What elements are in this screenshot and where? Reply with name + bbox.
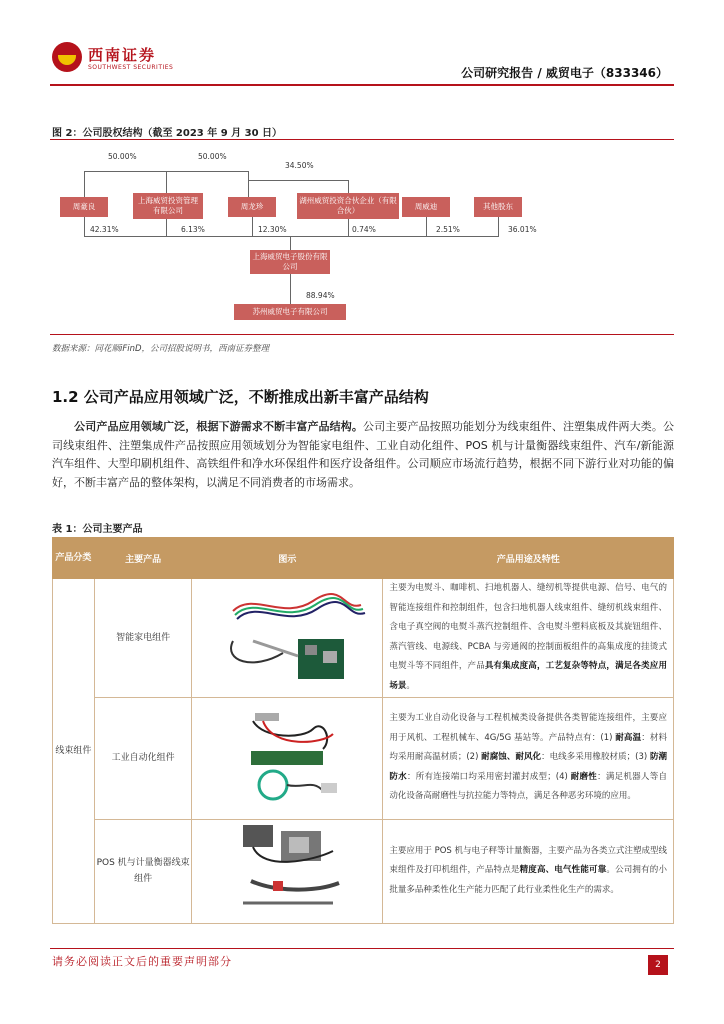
top-pct: 34.50%	[285, 161, 314, 170]
header-desc: 产品用途及特性	[383, 538, 674, 579]
section-title: 1.2 公司产品应用领域广泛，不断推成出新丰富产品结构	[52, 388, 429, 406]
table-row	[53, 697, 674, 819]
product-desc	[383, 819, 674, 923]
stake-pct: 2.51%	[436, 225, 460, 234]
connector-line	[248, 180, 348, 181]
desc-text: 主要应用于 POS 机与电子秤等计量衡器，主要产品为各类立式注塑成型线束组件及打印机组件，产品特点是	[389, 845, 668, 876]
header-product: 主要产品	[94, 538, 192, 579]
header-image: 图示	[192, 538, 383, 579]
desc-text: 。	[406, 680, 415, 691]
stake-pct: 12.30%	[258, 225, 287, 234]
desc-bold: 耐高温	[615, 732, 642, 743]
owner-box: 其他股东	[474, 197, 522, 217]
connector-line	[84, 217, 85, 236]
products-table	[52, 537, 674, 924]
logo-subtext: SOUTHWEST SECURITIES	[88, 64, 174, 71]
footer-divider	[50, 948, 674, 949]
desc-bold: 具有集成度高，工艺复杂等特点，满足各类应用场景	[389, 661, 667, 691]
connector-line	[426, 217, 427, 236]
header-divider	[50, 84, 674, 86]
figure-top-rule	[50, 139, 674, 140]
stake-pct: 6.13%	[181, 225, 205, 234]
figure-title: 图 2：公司股权结构（截至 2023 年 9 月 30 日）	[52, 128, 283, 139]
connector-line	[84, 171, 85, 197]
subsidiary-pct: 88.94%	[306, 291, 335, 300]
product-name: 智能家电组件	[94, 579, 192, 698]
connector-line	[166, 219, 167, 236]
footer-disclaimer: 请务必阅读正文后的重要声明部分	[52, 955, 232, 968]
product-image-cell	[192, 579, 383, 698]
top-pct: 50.00%	[108, 152, 137, 161]
desc-text: 。公司拥有的小批量多品种柔性化生产能力匹配了此行业柔性化生产的需求。	[389, 865, 667, 895]
table-title: 表 1：公司主要产品	[52, 524, 143, 535]
desc-text: ：满足机器人等自动化设备高耐磨性与抗拉能力等特点，满足各种恶劣环境的应用。	[389, 771, 667, 802]
connector-line	[248, 171, 249, 197]
category-cell: 线束组件	[53, 579, 95, 924]
stake-pct: 36.01%	[508, 225, 537, 234]
wire-harness-image	[193, 581, 381, 691]
header-category: 产品分类	[53, 538, 95, 579]
desc-bold: 耐腐蚀、耐风化	[481, 752, 542, 763]
stake-pct: 42.31%	[90, 225, 119, 234]
owner-box: 湖州威贸投资合伙企业（有限合伙）	[297, 193, 399, 219]
subsidiary-box: 苏州威贸电子有限公司	[234, 304, 346, 320]
connector-line	[498, 217, 499, 236]
section-paragraph	[52, 418, 674, 492]
paragraph-lead: 公司产品应用领域广泛，根据下游需求不断丰富产品结构。	[74, 420, 363, 433]
product-desc	[383, 579, 674, 698]
industrial-harness-image	[193, 699, 381, 815]
desc-text: ：所有连接端口均采用密封灌封成型；(4)	[406, 771, 571, 782]
desc-text: 主要为工业自动化设备与工程机械类设备提供各类智能连接组件，主要应用于风机、工程机械车、4G/5G 基站等。产品特点有：(1)	[389, 713, 667, 743]
product-image-cell	[192, 697, 383, 819]
desc-text: ：材料均采用耐高温材质；(2)	[389, 732, 667, 763]
pos-harness-image	[193, 821, 381, 919]
owner-box: 周豪良	[60, 197, 108, 217]
owner-box: 周龙珍	[228, 197, 276, 217]
product-name: POS 机与计量衡器线束组件	[94, 819, 192, 923]
owner-box: 上海威贸投资管理有限公司	[133, 193, 203, 219]
desc-bold: 精度高、电气性能可靠	[519, 865, 607, 876]
desc-text: 主要为电熨斗、咖啡机、扫地机器人、缝纫机等提供电源、信号、电气的智能连接组件和控制组件，包含扫地机器人线束组件、缝纫机线束组件、含电子真空阀的电熨斗蒸汽控制组件、含电熨斗塑料底板及其旋钮组件、蒸汽管线、电源线、PCBA 与旁通阀的控制面板组件的高集成度的挂烫式电熨斗等不同组件，产品	[389, 583, 667, 672]
figure-source: 数据来源：同花顺iFinD，公司招股说明书，西南证券整理	[52, 344, 270, 354]
stake-pct: 0.74%	[352, 225, 376, 234]
owner-box: 周威迪	[402, 197, 450, 217]
table-row	[53, 579, 674, 698]
figure-bottom-rule	[50, 334, 674, 335]
paragraph-body: 公司主要产品按照功能划分为线束组件、注塑集成件两大类。公司线束组件、注塑集成件产品按照应用领域划分为智能家电组件、工业自动化组件、POS 机与计量衡器线束组件、汽车/新能源汽车组件、大型印刷机组件、高铁组件和净水环保组件和医疗设备组件。公司顺应市场流行趋势，根据不同下游行业对功能的偏好，不断丰富产品的整体架构，以满足不同消费者的市场需求。	[52, 420, 674, 489]
table-header-row	[53, 538, 674, 579]
product-name: 工业自动化组件	[94, 697, 192, 819]
page-number: 2	[648, 955, 668, 975]
connector-line	[84, 236, 499, 237]
product-image-cell	[192, 819, 383, 923]
connector-line	[290, 274, 291, 304]
product-desc	[383, 697, 674, 819]
desc-bold: 耐磨性	[570, 771, 598, 782]
table-row	[53, 819, 674, 923]
company-box: 上海威贸电子股份有限公司	[250, 250, 330, 274]
logo-icon	[52, 42, 82, 72]
report-label: 公司研究报告 / 威贸电子（833346）	[461, 66, 668, 80]
connector-line	[348, 219, 349, 236]
connector-line	[252, 217, 253, 236]
top-pct: 50.00%	[198, 152, 227, 161]
connector-line	[290, 236, 291, 250]
logo-text: 西南证券	[88, 46, 157, 64]
desc-text: ：电线多采用橡胶材质；(3)	[541, 752, 650, 763]
desc-bold: 防潮防水	[389, 752, 667, 782]
